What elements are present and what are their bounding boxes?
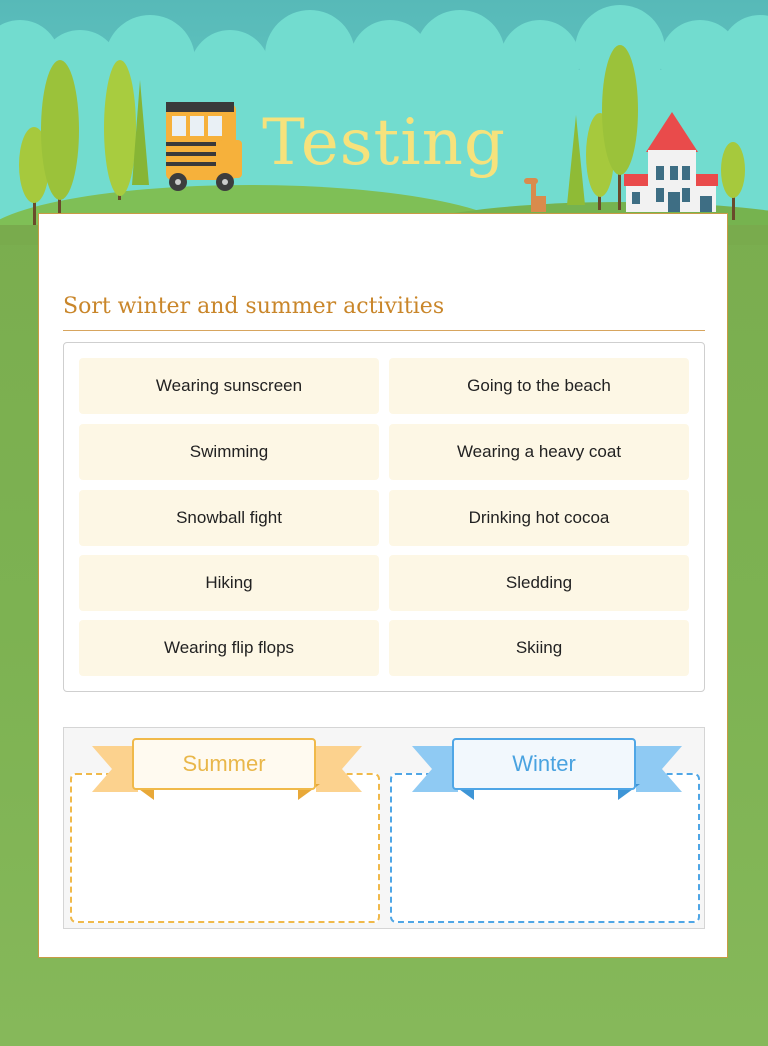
draggable-item[interactable]: Wearing sunscreen (79, 358, 379, 414)
draggable-item[interactable]: Swimming (79, 424, 379, 480)
summer-category-ribbon (92, 736, 362, 804)
page-title: Testing (262, 106, 506, 180)
draggable-item[interactable]: Wearing flip flops (79, 620, 379, 676)
draggable-item[interactable]: Snowball fight (79, 490, 379, 546)
draggable-item[interactable]: Hiking (79, 555, 379, 611)
draggable-item[interactable]: Skiing (389, 620, 689, 676)
activity-title: Sort winter and summer activities (63, 294, 445, 319)
title-divider (63, 330, 705, 331)
draggable-item[interactable]: Wearing a heavy coat (389, 424, 689, 480)
winter-label: Winter (452, 738, 636, 790)
draggable-item[interactable]: Sledding (389, 555, 689, 611)
activity-card (38, 213, 728, 958)
draggable-item[interactable]: Going to the beach (389, 358, 689, 414)
draggable-item[interactable]: Drinking hot cocoa (389, 490, 689, 546)
winter-category-ribbon (412, 736, 682, 804)
summer-label: Summer (132, 738, 316, 790)
header-banner (0, 0, 768, 245)
activity-items-pool (63, 342, 705, 692)
sort-area (63, 727, 705, 929)
